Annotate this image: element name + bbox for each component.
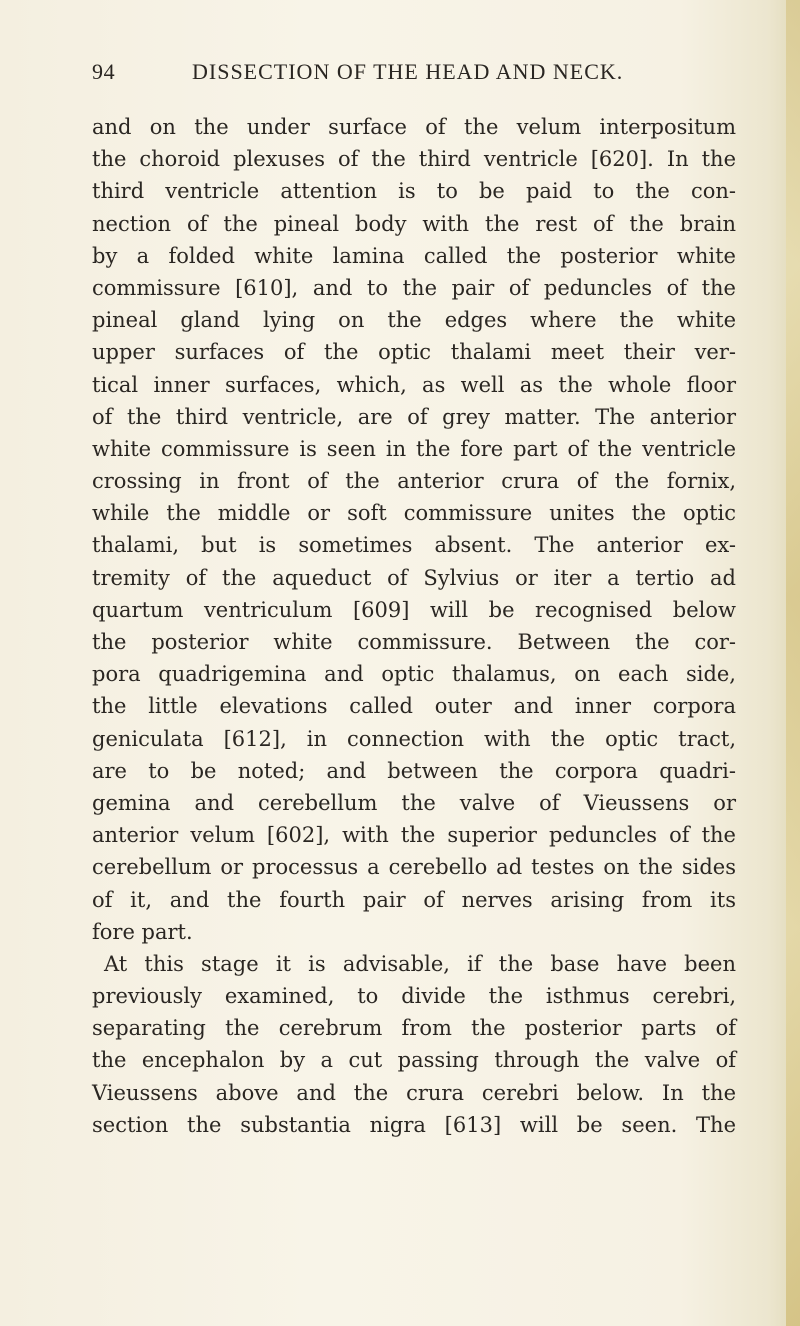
text-line: separating the cerebrum from the posterior parts of [92, 1016, 736, 1041]
text-line: tical inner surfaces, which, as well as the whole floor [92, 372, 736, 397]
text-line: previously examined, to divide the isthmus cerebri, [92, 984, 736, 1009]
text-line: the choroid plexuses of the third ventricle [620]. In the [92, 147, 736, 172]
page-number: 94 [92, 59, 116, 84]
text-line: the little elevations called outer and inner corpora [92, 694, 736, 719]
text-line: quartum ventriculum [609] will be recognised below [92, 597, 736, 622]
text-line: the encephalon by a cut passing through the valve of [92, 1048, 736, 1073]
text-line: Vieussens above and the crura cerebri below. In the [92, 1080, 736, 1105]
text-line: of the third ventricle, are of grey matter. The anterior [92, 404, 736, 429]
text-line: crossing in front of the anterior crura of the fornix, [92, 469, 736, 494]
text-line: of it, and the fourth pair of nerves arising from its [92, 887, 736, 912]
text-line: cerebellum or processus a cerebello ad testes on the sides [92, 855, 736, 880]
paragraph-start-line: At this stage it is advisable, if the base have been [104, 951, 736, 976]
running-header [92, 59, 732, 89]
running-title: DISSECTION OF THE HEAD AND NECK. [192, 59, 624, 84]
paragraph-end-line: fore part. [92, 919, 193, 944]
text-line: commissure [610], and to the pair of peduncles of the [92, 275, 736, 300]
text-line: while the middle or soft commissure unites the optic [92, 501, 736, 526]
text-line: gemina and cerebellum the valve of Vieussens or [92, 790, 736, 815]
text-line: upper surfaces of the optic thalami meet their ver- [92, 340, 736, 365]
text-line: section the substantia nigra [613] will be seen. The [92, 1112, 736, 1137]
body-text [92, 111, 736, 1141]
text-line: and on the under surface of the velum interpositum [92, 115, 736, 139]
text-line: white commissure is seen in the fore part of the ventricle [92, 436, 736, 461]
text-line: are to be noted; and between the corpora quadri- [92, 758, 736, 783]
text-line: by a folded white lamina called the posterior white [92, 243, 736, 268]
text-line: the posterior white commissure. Between the cor- [92, 630, 736, 654]
page-edge [786, 0, 800, 1326]
text-line: anterior velum [602], with the superior peduncles of the [92, 823, 736, 848]
text-line: tremity of the aqueduct of Sylvius or iter a tertio ad [92, 565, 736, 590]
text-line: nection of the pineal body with the rest of the brain [92, 211, 736, 236]
text-line: thalami, but is sometimes absent. The anterior ex- [92, 533, 736, 558]
text-line: pora quadrigemina and optic thalamus, on each side, [92, 662, 736, 687]
text-line: geniculata [612], in connection with the optic tract, [92, 726, 736, 751]
text-line: third ventricle attention is to be paid to the con- [92, 179, 736, 204]
text-line: pineal gland lying on the edges where the white [92, 308, 736, 333]
